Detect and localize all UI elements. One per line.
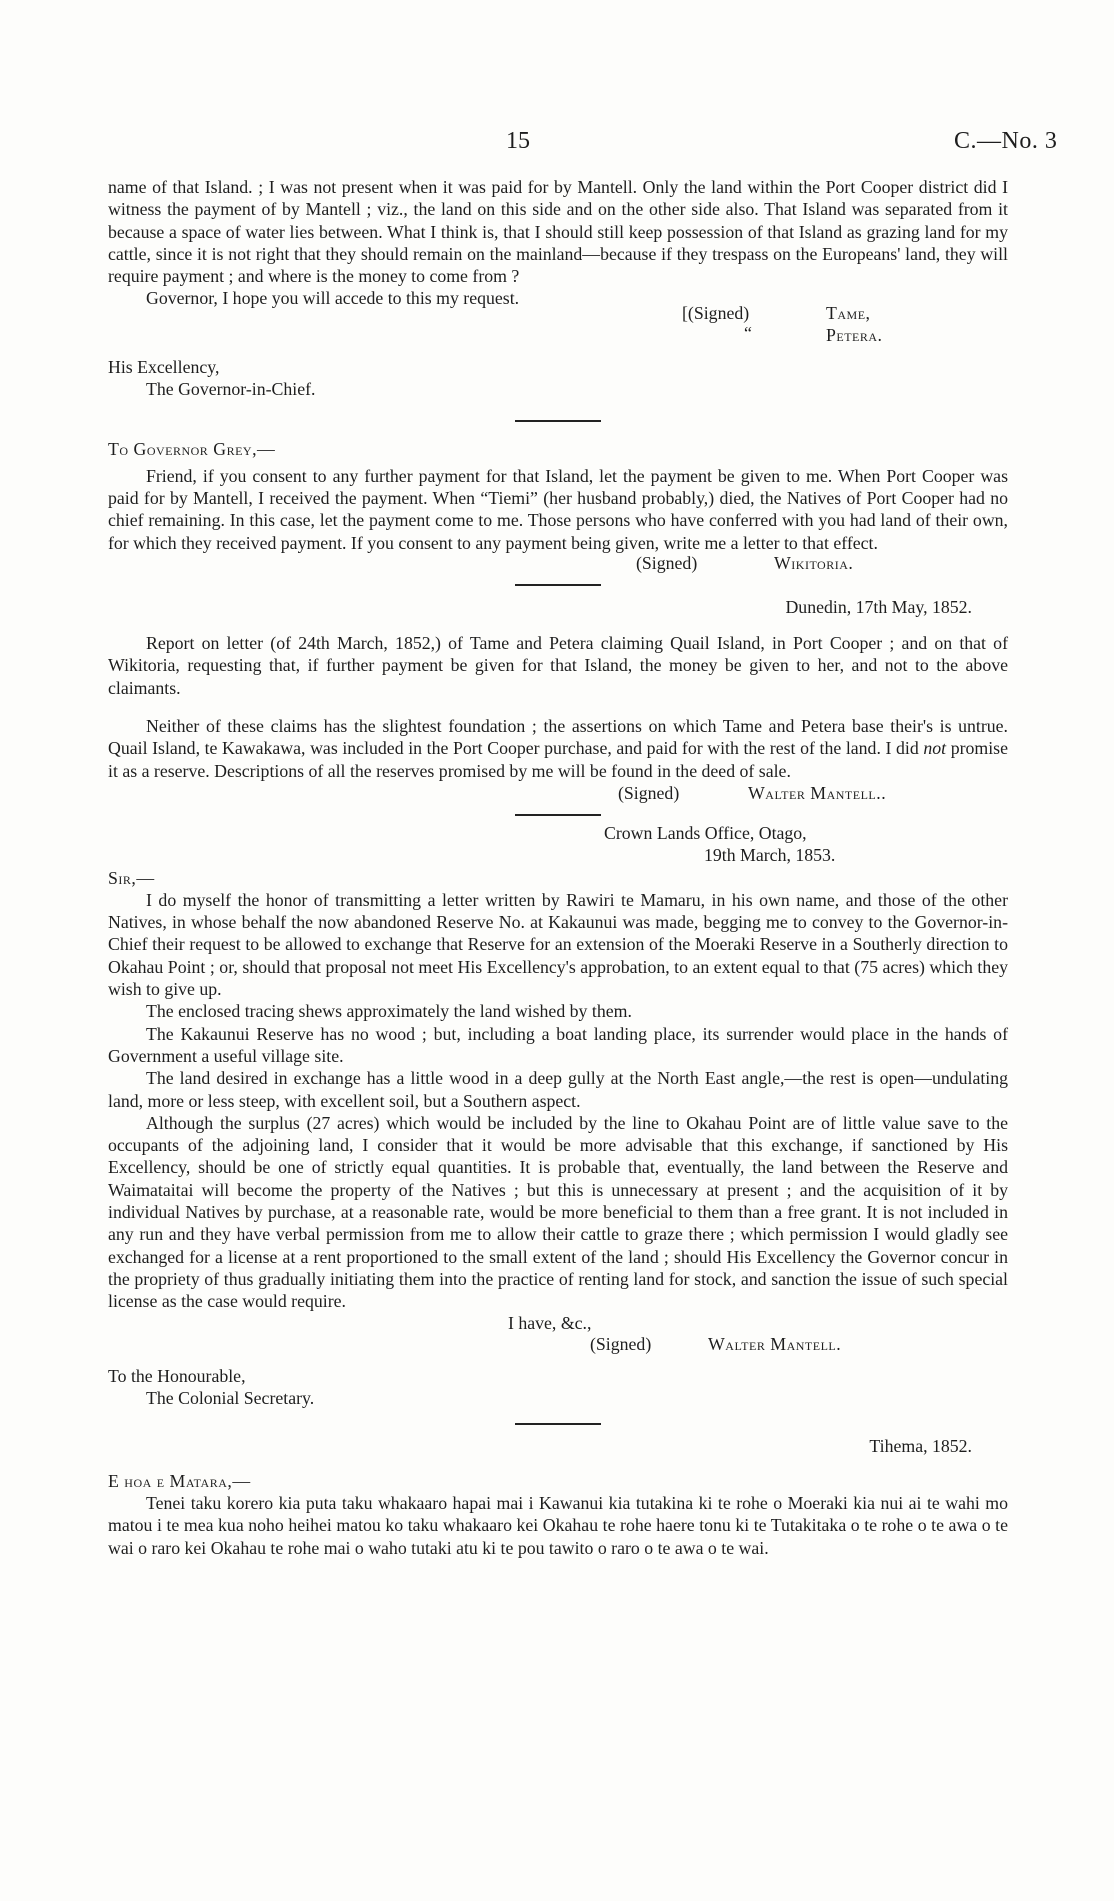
addressee: To the Honourable, bbox=[108, 1365, 246, 1386]
letter-mantell-text: The Kakaunui Reserve has no wood ; but, including a boat landing place, its surrender would place in the hands of Government a useful village site. bbox=[108, 1023, 1008, 1066]
letter-mantell-text: The enclosed tracing shews approximately the land wished by them. bbox=[146, 1001, 632, 1022]
letter-tame-petera-text: name of that Island. ; I was not present when it was paid for by Mantell. Only the land within the Port Cooper district did I witness the payment of by Mantell ; viz., the land on this side and on the other side also. That Island was separated from it because a space of water lies between. What I think is, that I should still keep possession of that Island as grazing land for my cattle, since it is not right that they should remain on the mainland—because if they trespass on the Europeans' land, they will require payment ; and where is the money to come from ? bbox=[108, 177, 1008, 287]
signer-name: Walter Mantell.. bbox=[748, 782, 887, 803]
signed-label: (Signed) bbox=[618, 782, 680, 803]
letter-request: Governor, I hope you will accede to this my request. bbox=[146, 288, 520, 309]
page-body bbox=[108, 176, 1008, 1559]
signature-block bbox=[108, 1335, 1008, 1359]
report-text-part: promise it as a reserve. Descriptions of all the reserves promised by me will be found in the deed of sale. bbox=[108, 738, 1008, 781]
letter-mantell-text: The land desired in exchange has a little wood in a deep gully at the North East angle,—the rest is open—undulating land, more or less steep, with excellent soil, but a Southern aspect. bbox=[108, 1068, 1008, 1111]
salutation: To Governor Grey,— bbox=[108, 439, 276, 460]
report-text: Report on letter (of 24th March, 1852,) of Tame and Petera claiming Quail Island, in Port Cooper ; and on that of Wikitoria, requesting that, if further payment be given for that Island, the money be given to her, and not to the above claimants. bbox=[108, 633, 1008, 698]
signer-name: Wikitoria. bbox=[774, 552, 854, 573]
page-number: 15 bbox=[506, 128, 530, 154]
closing: I have, &c., bbox=[508, 1313, 592, 1334]
signature-block bbox=[108, 554, 1008, 578]
signed-label: (Signed) bbox=[636, 552, 698, 573]
signature-block bbox=[108, 782, 1008, 806]
letter-maori-text: Tenei taku korero kia puta taku whakaaro hapai mai i Kawanui kia tutakina ki te rohe o Moeraki kia nui ai te wahi mo matou i te mea kua noho heihei matou ko taku whakaaro kei Okahau te rohe haere tonu ki te Tutakitaka o te rohe o te awa o te wai o raro kei Okahau te rohe mai o waho tutaki atu ki te pou tawito o raro o te awa o te wai. bbox=[108, 1492, 1008, 1558]
salutation: Sir,— bbox=[108, 867, 155, 888]
signer-name: Walter Mantell. bbox=[708, 1333, 842, 1354]
salutation: E hoa e Matara,— bbox=[108, 1470, 251, 1491]
document-id: C.—No. 3 bbox=[954, 128, 1058, 154]
letter-mantell-text: I do myself the honor of transmitting a letter written by Rawiri te Mamaru, in his own name, and those of the other Natives, in whose behalf the now abandoned Reserve No. at Kakaunui was made, begging me to convey to the Governor-in-Chief their request to be allowed to exchange that Reserve for an extension of the Moeraki Reserve in a Southerly direction to Okahau Point ; or, should that proposal not meet His Excellency's approbation, to an extent equal to that (75 acres) which they wish to give up. bbox=[108, 889, 1008, 1000]
section-divider bbox=[515, 420, 601, 422]
report-text-part: Neither of these claims has the slightest foundation ; the assertions on which Tame and Petera base their's is untrue. Quail Island, te Kawakawa, was included in the Port Cooper purchase, and paid for with the rest of the land. I did bbox=[108, 716, 1008, 759]
addressee: The Colonial Secretary. bbox=[146, 1388, 315, 1409]
report-text bbox=[108, 715, 1008, 782]
signed-label: (Signed) bbox=[590, 1333, 652, 1354]
signature-block bbox=[108, 302, 1008, 354]
signer-name: Tame, bbox=[826, 302, 871, 323]
signer-name: Petera. bbox=[826, 324, 883, 345]
letter-date: 19th March, 1853. bbox=[704, 845, 836, 866]
emphasis: not bbox=[923, 738, 947, 759]
dateline: Dunedin, 17th May, 1852. bbox=[785, 596, 972, 617]
letter-wikitoria-text: Friend, if you consent to any further payment for that Island, let the payment be given to me. When Port Cooper was paid for by Mantell, I received the payment. When “Tiemi” (her husband probably,) died, the Natives of Port Cooper had no chief remaining. In this case, let the payment come to me. Those persons who have conferred with you had land of their own, for which they received payment. If you consent to any payment being given, write me a letter to that effect. bbox=[108, 465, 1008, 553]
addressee: The Governor-in-Chief. bbox=[146, 379, 316, 400]
section-divider bbox=[515, 1423, 601, 1425]
section-divider bbox=[515, 814, 601, 816]
ditto-mark: “ bbox=[744, 322, 752, 343]
letter-mantell-text: Although the surplus (27 acres) which would be included by the line to Okahau Point are of little value save to the occupants of the adjoining land, I consider that it would be more advisable that this exchange, if sanctioned by His Excellency, should be one of strictly equal quantities. It is probable that, eventually, the land between the Reserve and Waimataitai will become the property of the Natives ; but this is unnecessary at present ; and the acquisition of it by individual Natives by purchase, at a reasonable rate, would be more beneficial to them than a free grant. It is not included in any run and they have verbal permission from me to allow their cattle to graze there ; which permission I would gladly see exchanged for a license at a rent proportioned to the small extent of the land ; should His Excellency the Governor concur in the propriety of thus gradually initiating them into the practice of renting land for stock, and sanction the issue of such special license as the case would require. bbox=[108, 1112, 1008, 1312]
signed-label: [(Signed) bbox=[682, 302, 750, 323]
section-divider bbox=[515, 584, 601, 586]
dateline: Tihema, 1852. bbox=[869, 1436, 972, 1457]
addressee: His Excellency, bbox=[108, 356, 220, 377]
office-address: Crown Lands Office, Otago, bbox=[604, 822, 807, 843]
